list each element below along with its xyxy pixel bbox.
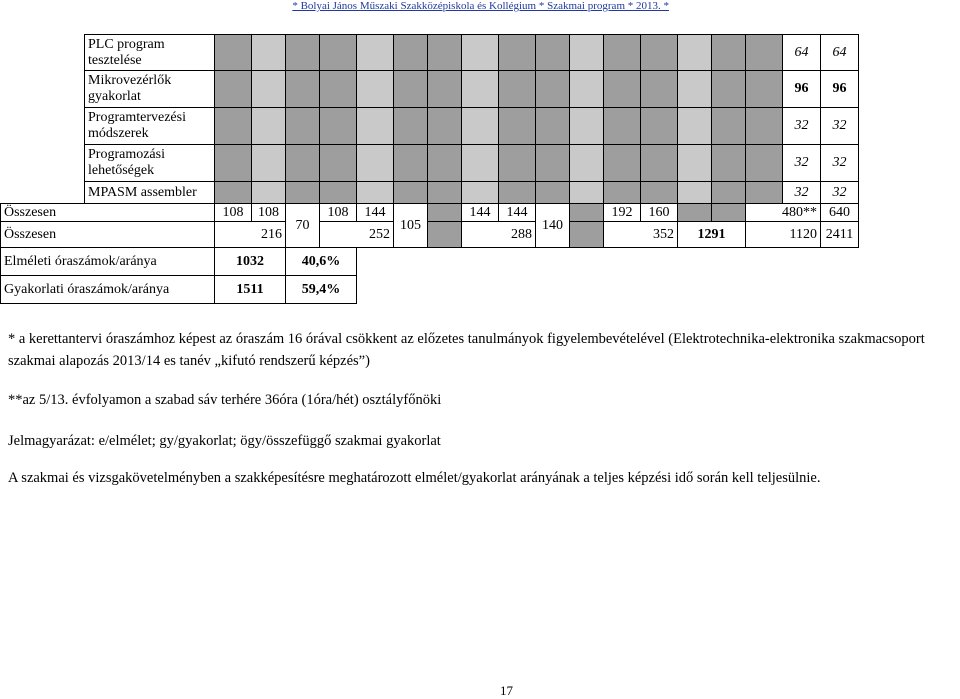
curriculum-table-wrapper (0, 34, 859, 304)
row-label: Elméleti óraszámok/aránya (1, 248, 215, 276)
table-row (1, 108, 859, 145)
table-row (1, 182, 859, 204)
table-row (1, 35, 859, 71)
hours-value: 96 (783, 71, 821, 108)
row-label: Összesen (1, 204, 215, 222)
subject-name: Mikrovezérlők gyakorlat (85, 71, 215, 108)
hours-total: 1032 (215, 248, 286, 276)
hours-value: 32 (821, 145, 859, 182)
hours-value: 32 (821, 182, 859, 204)
table-row (1, 71, 859, 108)
subject-name: MPASM assembler (85, 182, 215, 204)
curriculum-table (0, 34, 859, 304)
hours-value: 96 (821, 71, 859, 108)
subject-name: Programtervezési módszerek (85, 108, 215, 145)
ratio-pct: 59,4% (286, 276, 357, 304)
table-row-osszesen-2: Összesen 216 252 288 352 1291 1120 2411 (1, 222, 859, 248)
page-number: 17 (500, 683, 513, 698)
table-row-gyakorlati (1, 276, 859, 304)
table-row-osszesen-1: Összesen 108 108 70 108 144 105 144 144 140 192 160 480** 640 (1, 204, 859, 222)
table-row-elmeleti (1, 248, 859, 276)
subject-name: Programozási lehetőségek (85, 145, 215, 182)
table-row (1, 145, 859, 182)
hours-value: 32 (821, 108, 859, 145)
requirement-note: A szakmai és vizsgakövetelményben a szakképesítésre meghatározott elmélet/gyakorlat arányának a teljes képzési idő során kell teljesülnie. (8, 470, 821, 486)
subject-name: PLC program tesztelése (85, 35, 215, 71)
hours-value: 32 (783, 182, 821, 204)
hours-total: 1511 (215, 276, 286, 304)
ratio-pct: 40,6% (286, 248, 357, 276)
hours-value: 64 (783, 35, 821, 71)
row-label: Gyakorlati óraszámok/aránya (1, 276, 215, 304)
hours-value: 32 (783, 145, 821, 182)
hours-value: 32 (783, 108, 821, 145)
page-header: * Bolyai János Műszaki Szakközépiskola és Kollégium * Szakmai program * 2013. * (292, 0, 669, 12)
legend-text: Jelmagyarázat: e/elmélet; gy/gyakorlat; ögy/összefüggő szakmai gyakorlat (8, 433, 441, 449)
hours-value: 64 (821, 35, 859, 71)
footnote-star: * a kerettantervi óraszámhoz képest az óraszám 16 órával csökkent az előzetes tanulmányok figyelembevételével (Elektrotechnika-elektronika szakmacsoport szakmai alapozás 2013/14 es tanév „kifutó rendszerű képzés”) (8, 331, 925, 369)
footnote-double-star: **az 5/13. évfolyamon a szabad sáv terhére 36óra (1óra/hét) osztályfőnöki (8, 392, 442, 408)
row-label: Összesen (1, 222, 215, 248)
